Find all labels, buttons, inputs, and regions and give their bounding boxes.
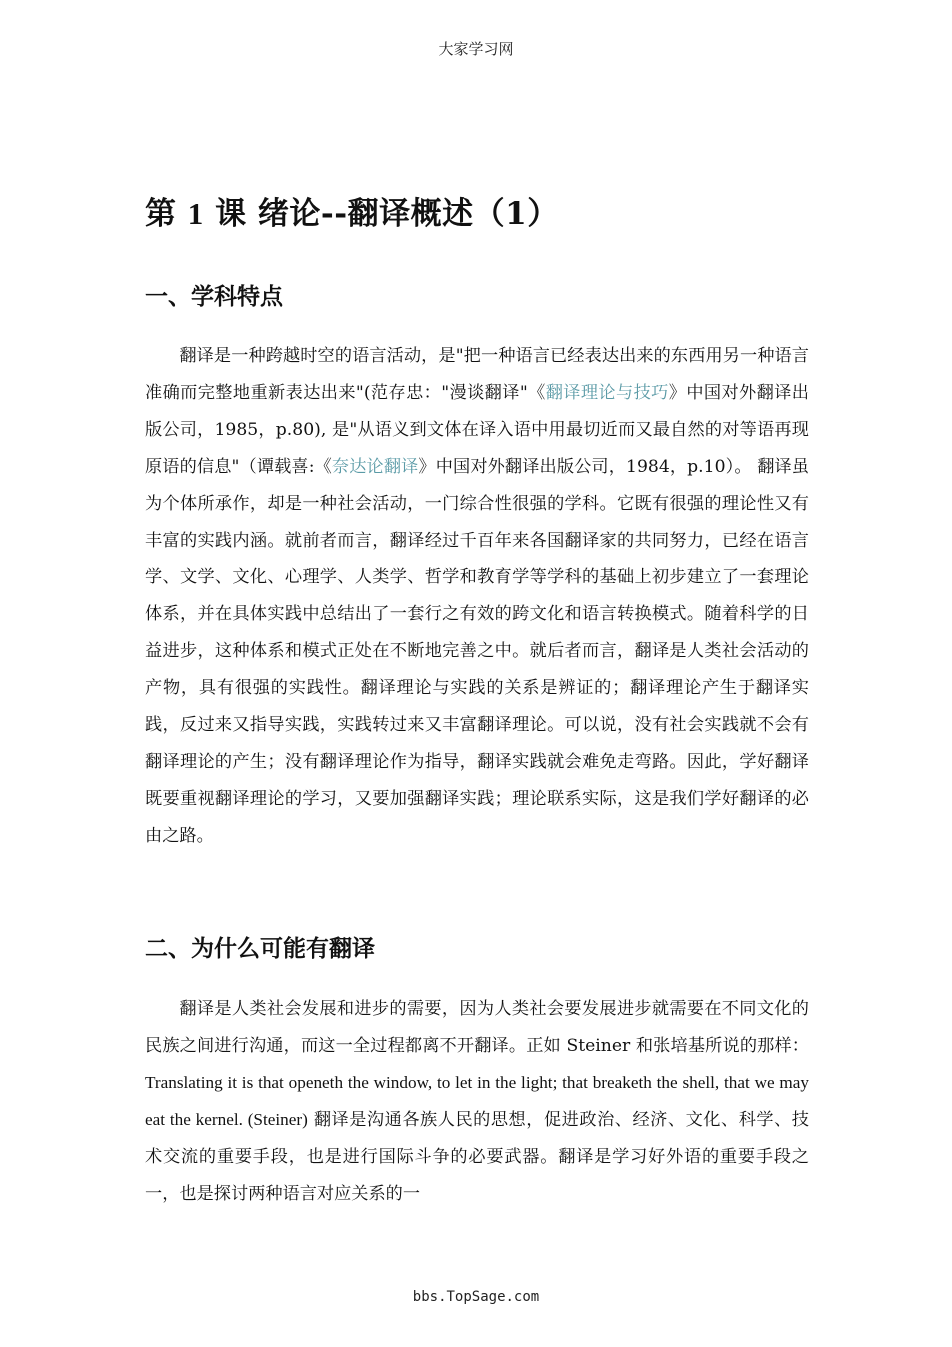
page-header: 大家学习网: [438, 40, 514, 58]
section-1-text-c: 》中国对外翻译出版公司，1984，p.10）。 翻译虽为个体所承作，却是一种社会活动，一门综合性很强的学科。它既有很强的理论性又有丰富的实践内涵。就前者而言，翻译经过千百年来各国翻译家的共同努力，已经在语言学、文学、文化、心理学、人类学、哲学和教育学等学科的基础上初步建立了一套理论体系，并在具体实践中总结出了一套行之有效的跨文化和语言转换模式。随着科学的日益进步，这种体系和模式正处在不断地完善之中。就后者而言，翻译是人类社会活动的产物，具有很强的实践性。翻译理论与实践的关系是辨证的；翻译理论产生于翻译实践，反过来又指导实践，实践转过来又丰富翻译理论。可以说，没有社会实践就不会有翻译理论的产生；没有翻译理论作为指导，翻译实践就会难免走弯路。因此，学好翻译既要重视翻译理论的学习，又要加强翻译实践；理论联系实际，这是我们学好翻译的必由之路。: [145, 456, 809, 846]
section-1-paragraph: [145, 338, 809, 855]
section-heading-2: 二、为什么可能有翻译: [145, 936, 375, 962]
steiner-quote: Translating it is that openeth the window, to let in the light; that breaketh the shell, that we may eat the kernel. (Steiner): [145, 1072, 809, 1129]
link-translation-theory-book[interactable]: 翻译理论与技巧: [545, 382, 669, 403]
section-2-text-a: 翻译是人类社会发展和进步的需要，因为人类社会要发展进步就需要在不同文化的民族之间进行沟通，而这一全过程都离不开翻译。正如 Steiner 和张培基所说的那样：: [145, 999, 809, 1056]
section-heading-1: 一、学科特点: [145, 284, 283, 310]
title-number: 1: [187, 196, 204, 231]
section-2-text-b: 翻译是沟通各族人民的思想，促进政治、经济、文化、科学、技术交流的重要手段，也是进行国际斗争的必要武器。翻译是学习好外语的重要手段之一，也是探讨两种语言对应关系的一: [145, 1109, 809, 1204]
title-prefix: 第: [145, 196, 177, 232]
link-nida-on-translation[interactable]: 奈达论翻译: [331, 456, 419, 477]
page-footer-url: bbs.TopSage.com: [412, 1289, 540, 1305]
section-2-paragraph: [145, 991, 809, 1212]
section-1-text-a: 翻译是一种跨越时空的语言活动，是"把一种语言已经表达出来的东西用另一种语言准确而完整地重新表达出来"(范存忠："漫谈翻译"《: [145, 346, 809, 403]
title-text: 课 绪论--翻译概述（1）: [215, 196, 559, 232]
section-1-text-b: 》中国对外翻译出版公司，1985，p.80), 是"从语义到文体在译入语中用最切近而又最自然的对等语再现原语的信息"（谭载喜:《: [145, 382, 809, 477]
page-title: [145, 188, 559, 233]
